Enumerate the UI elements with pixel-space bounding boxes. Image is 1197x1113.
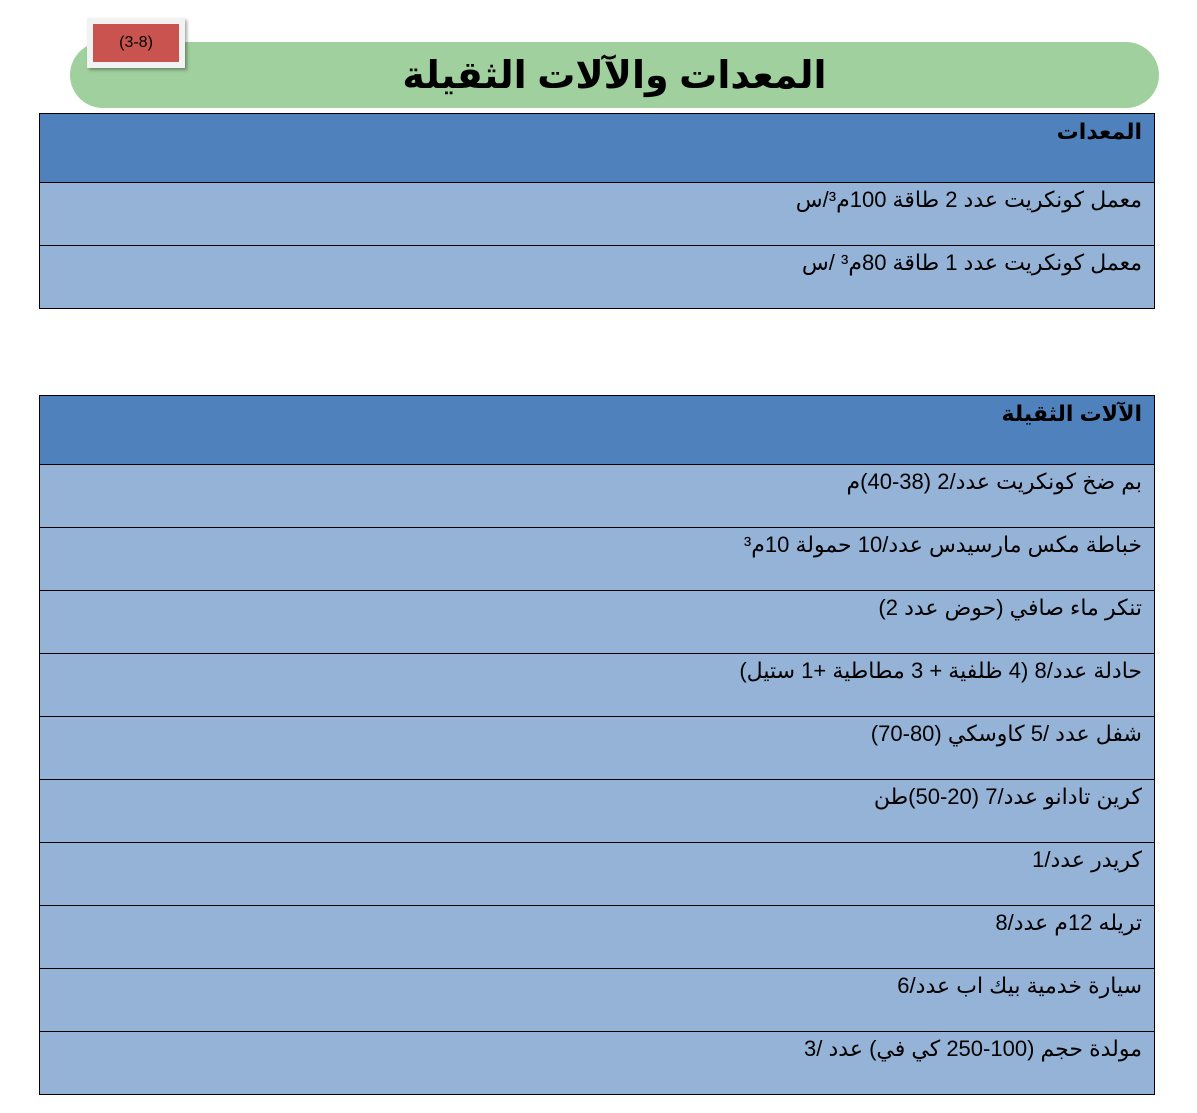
heavy-machinery-header: الآلات الثقيلة	[40, 396, 1155, 465]
table-row: كريدر عدد/1	[40, 843, 1155, 906]
table-row: سيارة خدمية بيك اب عدد/6	[40, 969, 1155, 1032]
table-row: معمل كونكريت عدد 2 طاقة 100م³/س	[40, 183, 1155, 246]
table-row: شفل عدد /5 كاوسكي (80-70)	[40, 717, 1155, 780]
heavy-machinery-table	[39, 395, 1155, 1095]
page-title: المعدات والآلات الثقيلة	[402, 54, 827, 97]
table-row: كرين تادانو عدد/7 (20-50)طن	[40, 780, 1155, 843]
table-row: معمل كونكريت عدد 1 طاقة 80م³ /س	[40, 246, 1155, 309]
table-row: خباطة مكس مارسيدس عدد/10 حمولة 10م³	[40, 528, 1155, 591]
table-row: مولدة حجم (100-250 كي في) عدد /3	[40, 1032, 1155, 1095]
table-row: تريله 12م عدد/8	[40, 906, 1155, 969]
table-row: حادلة عدد/8 (4 ظلفية + 3 مطاطية +1 ستيل)	[40, 654, 1155, 717]
section-badge	[87, 18, 185, 68]
table-row: بم ضخ كونكريت عدد/2 (38-40)م	[40, 465, 1155, 528]
equipment-header: المعدات	[40, 114, 1155, 183]
equipment-table	[39, 113, 1155, 309]
section-number: (3-8)	[93, 24, 179, 62]
table-row: تنكر ماء صافي (حوض عدد 2)	[40, 591, 1155, 654]
